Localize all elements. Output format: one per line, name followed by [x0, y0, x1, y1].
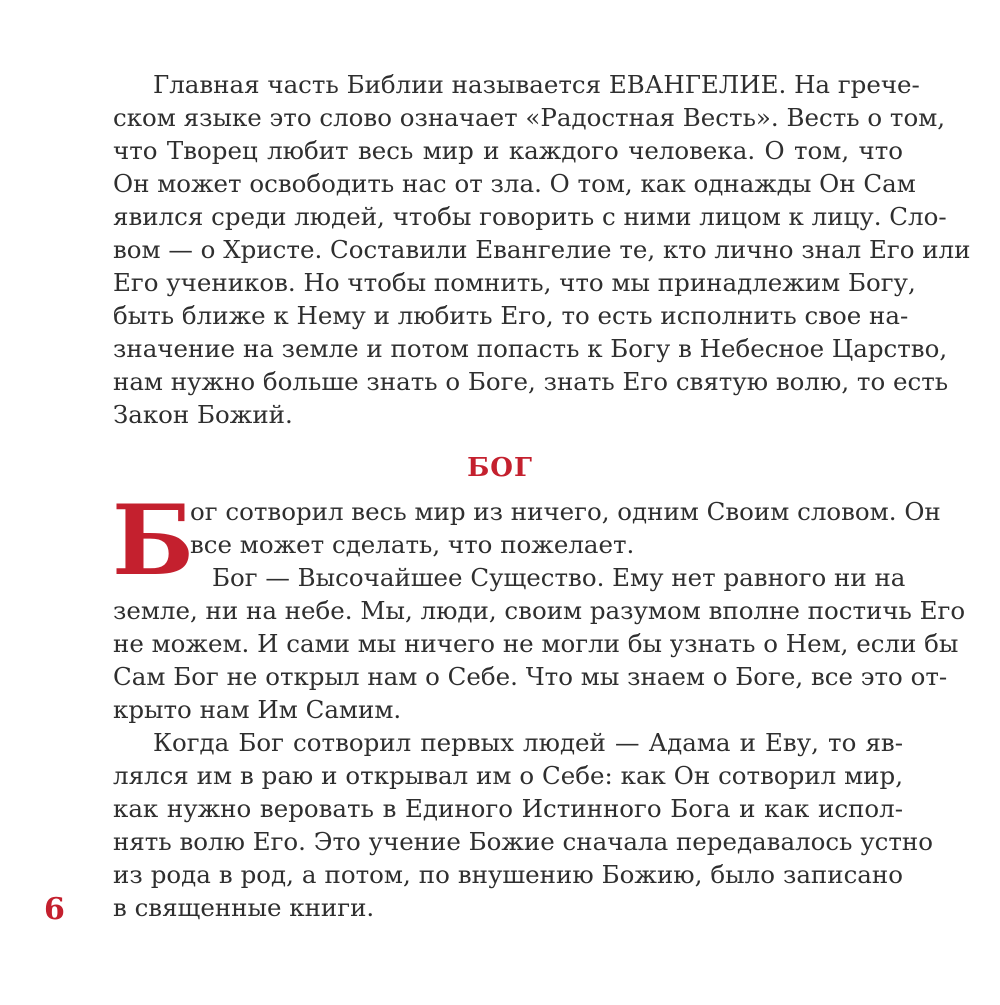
- text-line: быть ближе к Нему и любить Его, то есть исполнить свое на-: [113, 301, 909, 330]
- text-line: вом — о Христе. Составили Евангелие те, кто лично знал Его или: [113, 235, 971, 264]
- text-line: как нужно веровать в Единого Истинного Бога и как испол-: [113, 794, 903, 823]
- text-line: ог сотворил весь мир из ничего, одним Своим словом. Он: [190, 497, 941, 526]
- section-heading: БОГ: [467, 453, 533, 483]
- text-line: Бог — Высочайшее Существо. Ему нет равного ни на: [212, 563, 906, 592]
- text-line: не можем. И сами мы ничего не могли бы узнать о Нем, если бы: [113, 629, 959, 658]
- text-line: все может сделать, что пожелает.: [190, 530, 635, 559]
- text-line: явился среди людей, чтобы говорить с ними лицом к лицу. Сло-: [113, 202, 947, 231]
- text-line: Когда Бог сотворил первых людей — Адама и Еву, то яв-: [153, 728, 903, 757]
- drop-cap: Б: [112, 484, 195, 597]
- text-line: Его учеников. Но чтобы помнить, что мы принадлежим Богу,: [113, 268, 916, 297]
- text-line: значение на земле и потом попасть к Богу в Небесное Царство,: [113, 334, 948, 363]
- page-number: 6: [44, 892, 65, 927]
- text-line: Закон Божий.: [113, 400, 293, 429]
- text-line: земле, ни на небе. Мы, люди, своим разумом вполне постичь Его: [113, 596, 966, 625]
- text-line: нять волю Его. Это учение Божие сначала передавалось устно: [113, 827, 933, 856]
- text-line: в священные книги.: [113, 893, 375, 922]
- text-line: ском языке это слово означает «Радостная Весть». Весть о том,: [113, 103, 946, 132]
- text-line: лялся им в раю и открывал им о Себе: как Он сотворил мир,: [113, 761, 903, 790]
- text-line: Сам Бог не открыл нам о Себе. Что мы знаем о Боге, все это от-: [113, 662, 948, 691]
- text-line: что Творец любит весь мир и каждого человека. О том, что: [113, 136, 903, 165]
- text-line: Он может освободить нас от зла. О том, как однажды Он Сам: [113, 169, 916, 198]
- text-line: из рода в род, а потом, по внушению Божию, было записано: [113, 860, 903, 889]
- text-line: Главная часть Библии называется ЕВАНГЕЛИЕ. На грече-: [153, 70, 920, 99]
- text-line: нам нужно больше знать о Боге, знать Его святую волю, то есть: [113, 367, 949, 396]
- text-line: крыто нам Им Самим.: [113, 695, 402, 724]
